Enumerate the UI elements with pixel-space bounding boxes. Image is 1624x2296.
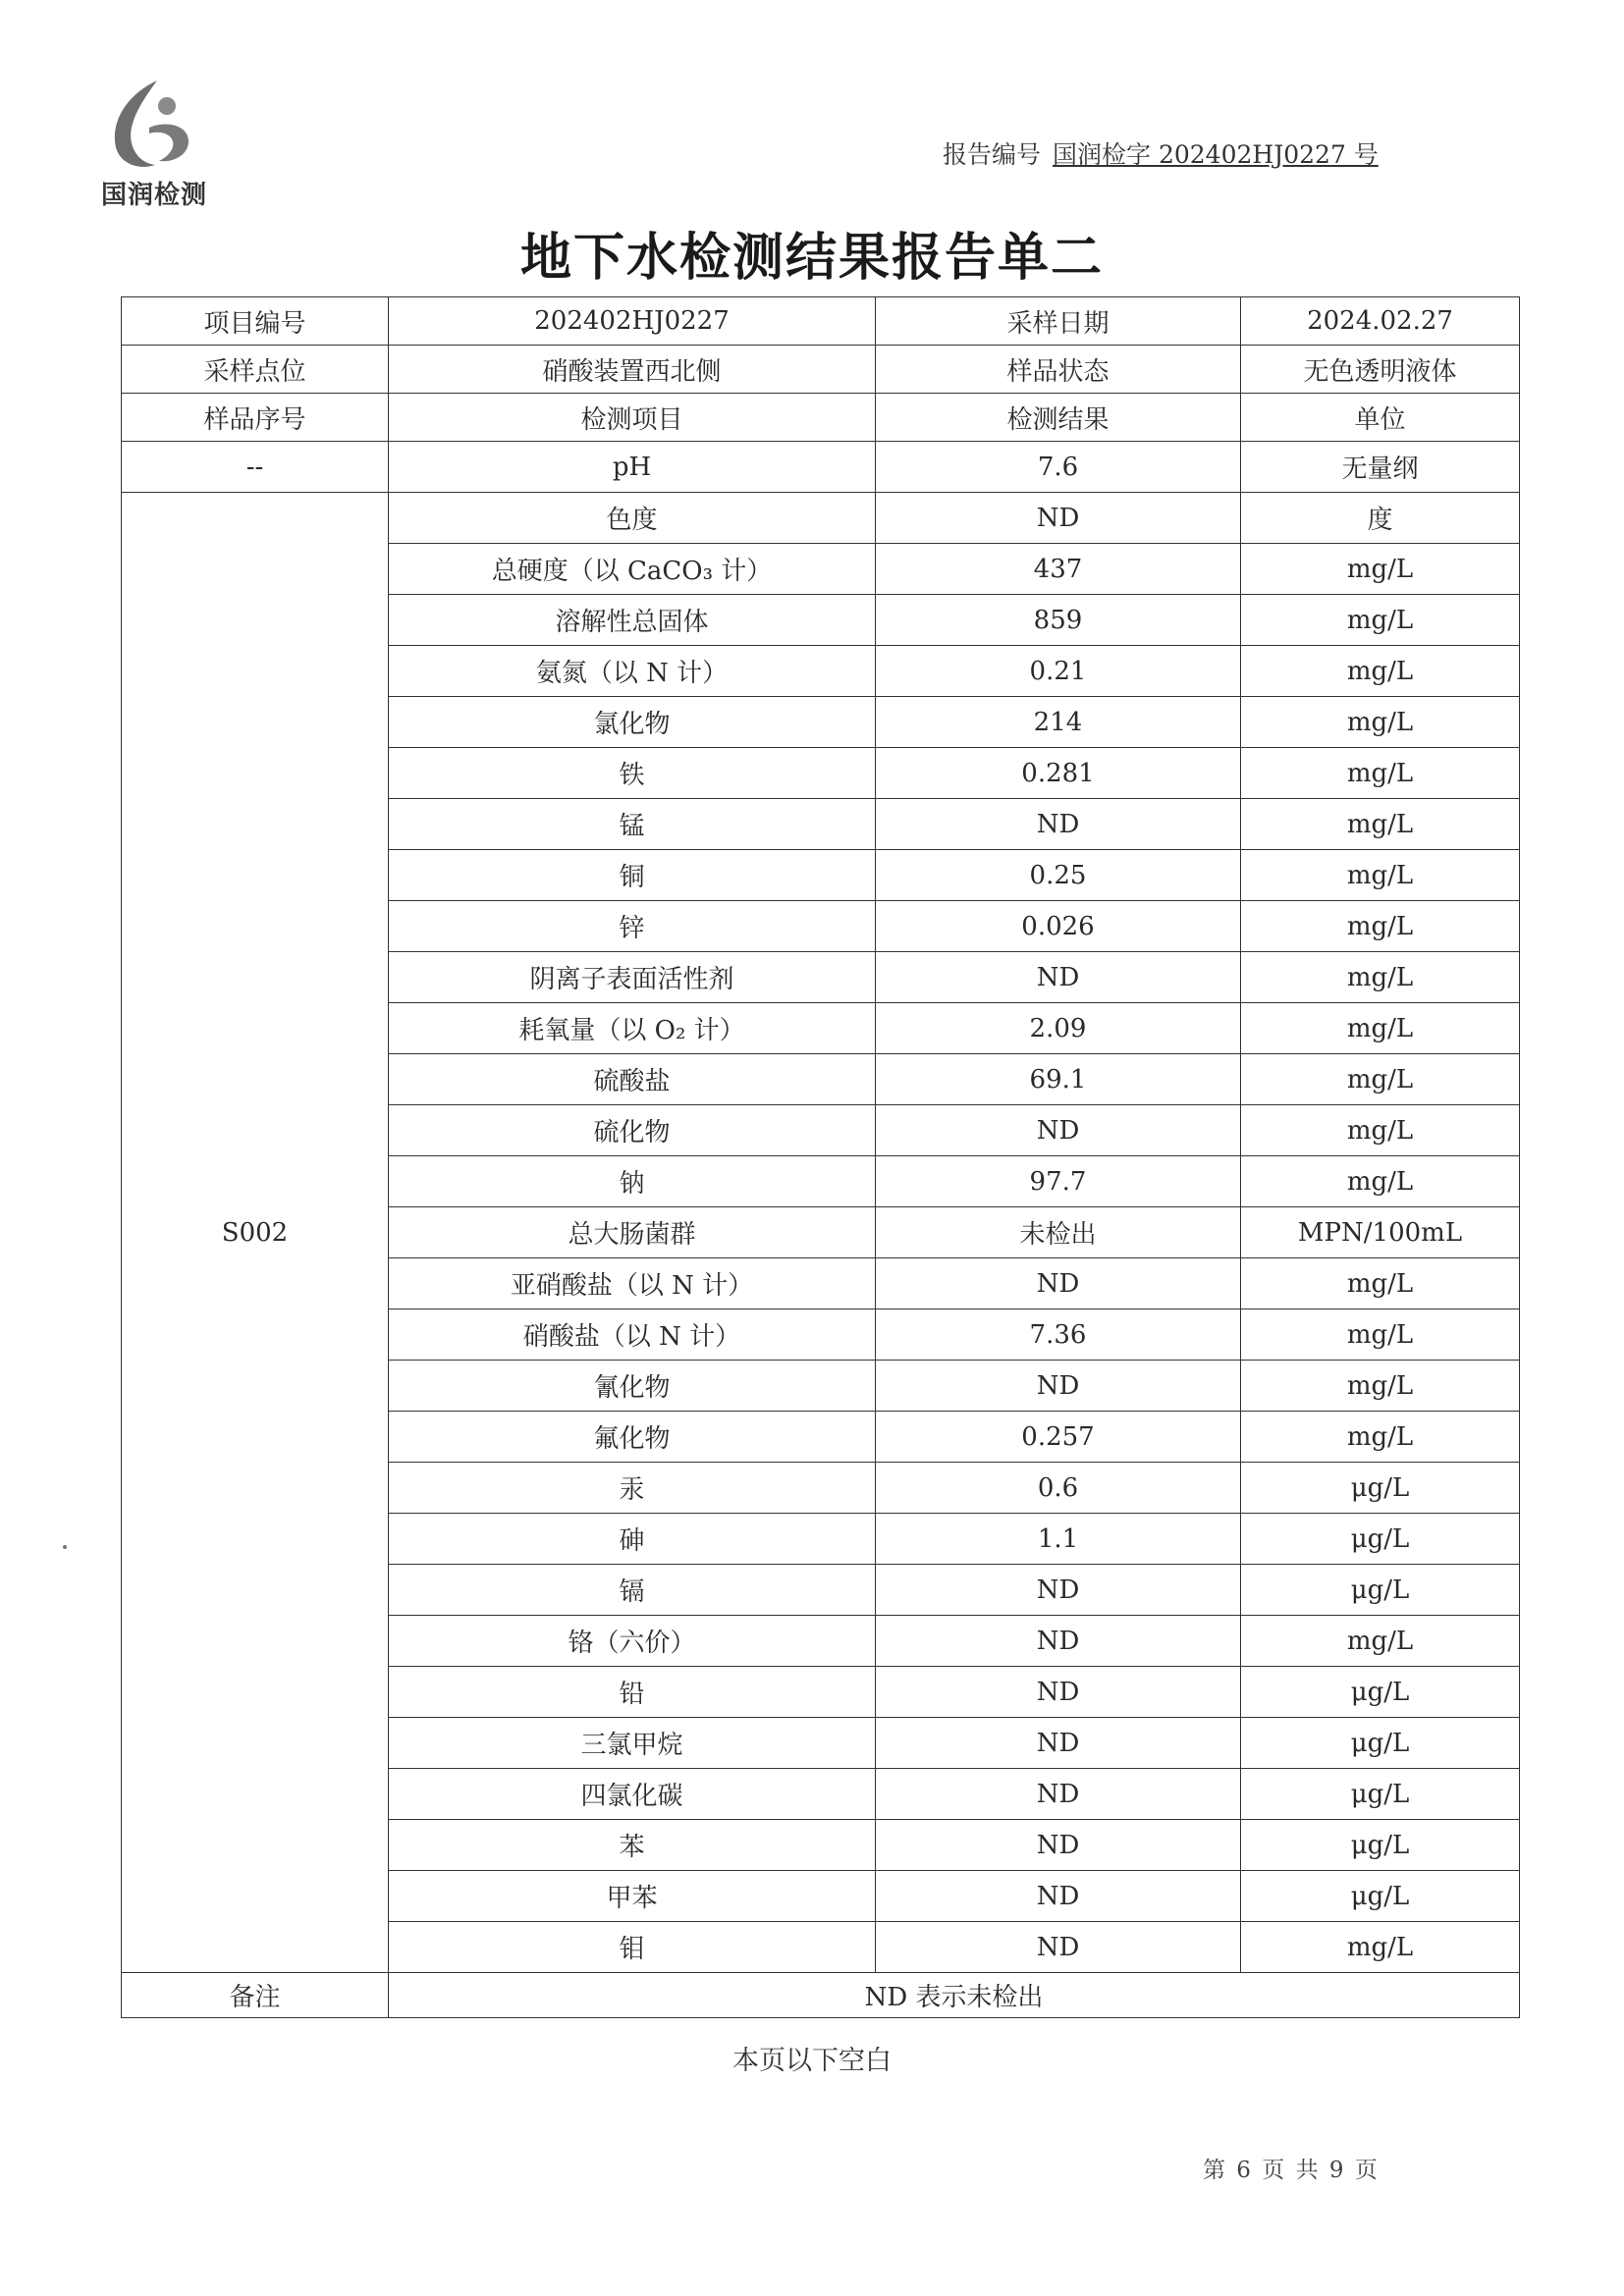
report-number-label: 报告编号 [943,140,1042,169]
result-cell: 97.7 [876,1156,1241,1207]
unit-cell: μg/L [1241,1667,1520,1718]
unit-cell: mg/L [1241,1156,1520,1207]
table-cell: 项目编号 [122,297,389,346]
item-cell: pH [389,442,876,493]
item-cell: 氨氮（以 N 计） [389,646,876,697]
result-cell: 0.6 [876,1463,1241,1514]
info-row [122,297,1520,346]
unit-cell: mg/L [1241,595,1520,646]
sample-id-cell: S002 [122,493,389,1973]
item-cell: 三氯甲烷 [389,1718,876,1769]
item-cell: 溶解性总固体 [389,595,876,646]
result-cell: ND [876,1667,1241,1718]
result-cell: ND [876,1922,1241,1973]
table-cell: 样品状态 [876,346,1241,394]
item-cell: 总硬度（以 CaCO₃ 计） [389,544,876,595]
item-cell: 色度 [389,493,876,544]
result-cell: 0.257 [876,1412,1241,1463]
unit-cell: mg/L [1241,952,1520,1003]
column-header-row [122,394,1520,442]
unit-cell: mg/L [1241,697,1520,748]
item-cell: 铬（六价） [389,1616,876,1667]
unit-cell: μg/L [1241,1769,1520,1820]
result-cell: ND [876,1718,1241,1769]
unit-cell: μg/L [1241,1565,1520,1616]
result-cell: 未检出 [876,1207,1241,1258]
unit-cell: 无量纲 [1241,442,1520,493]
unit-cell: mg/L [1241,850,1520,901]
result-cell: 437 [876,544,1241,595]
result-cell: 0.026 [876,901,1241,952]
unit-cell: μg/L [1241,1463,1520,1514]
result-cell: ND [876,952,1241,1003]
result-cell: ND [876,1565,1241,1616]
result-cell: ND [876,1258,1241,1309]
item-cell: 钼 [389,1922,876,1973]
result-cell: ND [876,1105,1241,1156]
unit-cell: mg/L [1241,901,1520,952]
result-cell: ND [876,493,1241,544]
unit-cell: μg/L [1241,1718,1520,1769]
result-cell: ND [876,1361,1241,1412]
result-table [121,296,1520,2018]
table-row [122,493,1520,544]
item-cell: 总大肠菌群 [389,1207,876,1258]
item-cell: 氟化物 [389,1412,876,1463]
item-cell: 钠 [389,1156,876,1207]
item-cell: 氰化物 [389,1361,876,1412]
table-cell: 2024.02.27 [1241,297,1520,346]
unit-cell: mg/L [1241,646,1520,697]
result-cell: ND [876,1820,1241,1871]
item-cell: 锰 [389,799,876,850]
table-cell: 无色透明液体 [1241,346,1520,394]
table-cell: 采样点位 [122,346,389,394]
report-number-value: 国润检字 202402HJ0227 号 [1053,140,1379,169]
result-cell: 2.09 [876,1003,1241,1054]
item-cell: 铜 [389,850,876,901]
page-title: 地下水检测结果报告单二 [519,229,1104,288]
result-cell: 69.1 [876,1054,1241,1105]
remark-text: ND 表示未检出 [389,1973,1520,2018]
item-cell: 甲苯 [389,1871,876,1922]
logo-mark-icon [98,77,206,175]
item-cell: 四氯化碳 [389,1769,876,1820]
result-cell: ND [876,1769,1241,1820]
item-cell: 硫酸盐 [389,1054,876,1105]
unit-cell: mg/L [1241,1412,1520,1463]
unit-cell: mg/L [1241,1105,1520,1156]
unit-cell: μg/L [1241,1514,1520,1565]
table-cell: 硝酸装置西北侧 [389,346,876,394]
remark-row [122,1973,1520,2018]
column-header: 样品序号 [122,394,389,442]
item-cell: 耗氧量（以 O₂ 计） [389,1003,876,1054]
table-cell: 202402HJ0227 [389,297,876,346]
table-cell: 采样日期 [876,297,1241,346]
item-cell: 硝酸盐（以 N 计） [389,1309,876,1361]
result-cell: 7.36 [876,1309,1241,1361]
result-cell: 0.21 [876,646,1241,697]
info-row [122,346,1520,394]
unit-cell: μg/L [1241,1871,1520,1922]
sample-cell: -- [122,442,389,493]
item-cell: 铁 [389,748,876,799]
logo-text: 国润检测 [100,181,207,210]
result-cell: 214 [876,697,1241,748]
report-number [943,135,1379,171]
unit-cell: mg/L [1241,799,1520,850]
result-cell: 0.25 [876,850,1241,901]
result-cell: ND [876,799,1241,850]
unit-cell: mg/L [1241,1309,1520,1361]
unit-cell: mg/L [1241,1054,1520,1105]
page-number: 第 6 页 共 9 页 [1203,2158,1380,2183]
result-cell: 1.1 [876,1514,1241,1565]
item-cell: 氯化物 [389,697,876,748]
unit-cell: mg/L [1241,1922,1520,1973]
result-cell: 7.6 [876,442,1241,493]
item-cell: 阴离子表面活性剂 [389,952,876,1003]
blank-note: 本页以下空白 [732,2046,892,2076]
item-cell: 镉 [389,1565,876,1616]
column-header: 单位 [1241,394,1520,442]
remark-label: 备注 [122,1973,389,2018]
item-cell: 苯 [389,1820,876,1871]
unit-cell: mg/L [1241,748,1520,799]
unit-cell: mg/L [1241,1258,1520,1309]
unit-cell: mg/L [1241,1003,1520,1054]
unit-cell: mg/L [1241,544,1520,595]
item-cell: 硫化物 [389,1105,876,1156]
item-cell: 铅 [389,1667,876,1718]
result-cell: ND [876,1871,1241,1922]
item-cell: 汞 [389,1463,876,1514]
item-cell: 锌 [389,901,876,952]
unit-cell: 度 [1241,493,1520,544]
unit-cell: MPN/100mL [1241,1207,1520,1258]
scan-speck [63,1545,67,1549]
item-cell: 砷 [389,1514,876,1565]
unit-cell: mg/L [1241,1616,1520,1667]
company-logo [81,77,228,224]
result-cell: ND [876,1616,1241,1667]
unit-cell: mg/L [1241,1361,1520,1412]
result-cell: 0.281 [876,748,1241,799]
column-header: 检测项目 [389,394,876,442]
ph-row [122,442,1520,493]
item-cell: 亚硝酸盐（以 N 计） [389,1258,876,1309]
result-cell: 859 [876,595,1241,646]
unit-cell: μg/L [1241,1820,1520,1871]
column-header: 检测结果 [876,394,1241,442]
